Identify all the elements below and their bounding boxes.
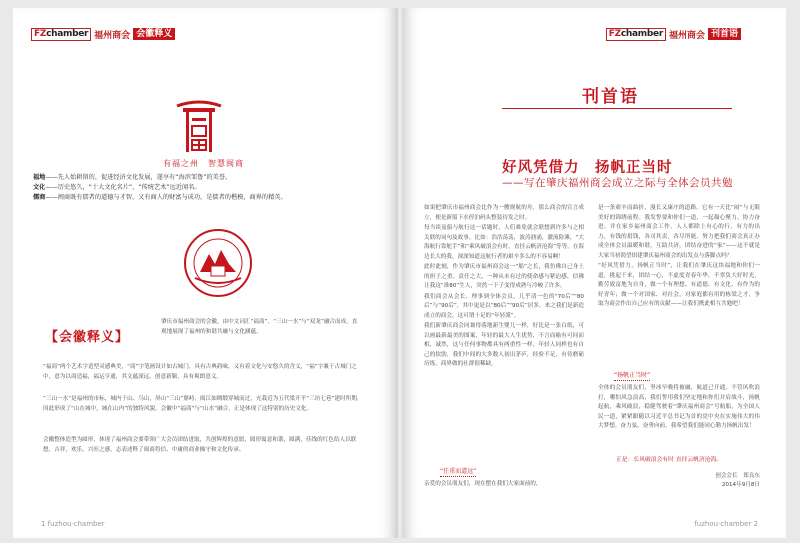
article-column-2 — [598, 204, 760, 311]
header-section: 刊首语 — [708, 28, 741, 40]
article-subhead: ——写在肇庆福州商会成立之际与全体会员共勉 — [502, 177, 733, 189]
left-footer: 1 fuzhou·chamber — [41, 520, 105, 528]
paragraph: 每当谈及船与航行这一话题时，人们难免就会联想到许多与之相关联的词句及故事。比如：浩浩荡荡，波涛汹涌，激流险滩，“大海航行靠舵手”和“乘风破浪会有时，直挂云帆济沧海”等等。在海边长大的我，深深知道这航行者的艰辛多么的不容易啊！ — [424, 225, 584, 260]
fu-calligraphy-logo-icon — [173, 96, 225, 158]
paragraph: 此时此刻，作为肇庆市福州商会这一“船”之长，我仿佛自己身上的担子之重、责任之大，一种从未有过的使命感与紧迫感，信佛让我这“准80”生人，突然一下子变得成熟与冷峻了许多。 — [424, 264, 584, 289]
paragraph: 我们商会从会长、理事到全体会员，几乎清一色的“70后”“80后”与“90后”，其中更是以“80后”“90后”居多，来之我们是新造成立的商会，这可谓十足的“年轻派”。 — [424, 293, 584, 319]
right-header — [606, 27, 741, 41]
right-page — [402, 8, 786, 538]
left-page — [13, 8, 398, 538]
header-org: 福州商会 — [668, 30, 705, 41]
definition-row: 儒商——闽商既有儒者的道德与才智，又有商人的财富与成功，是儒者的楷模，商界的精英。 — [33, 194, 287, 201]
closing-couplet: 正是：长风破浪会有时 直挂云帆济沧海。 — [616, 457, 723, 463]
paragraph: 是一条艰辛而曲折，漫长又康庄的道路。它有一天比“闹”与无限美好的锦绣前程。我发誓要和你们一道，一起凝心聚力，协力奋进。并在家乡福州商会工作，人人都除上有心的行，有力的出力，有钱的捐钱，各司其责，各尽所能。努力把我们商会真正办成全体会员温暖和谐，互助共济，团结奋进的“家”——这不就是大家当初渴望组建肇庆福州商会的出发点与落脚点吗？ — [598, 205, 760, 259]
paragraph: “好风凭借力，扬帆正当时”，让我们在肇庆这块福地和你们一道，挑起千来，团结一心，不虚度青春年华，不辜负大好时光，勤劳致富地为自身，做一个有理想、有道德、有文化、有作为的好青年；做一个对国家、对社会，对家庭都有用的栋梁之才，争取为商会作出自己应有的贡献——让我们携此相互共勉吧！ — [598, 263, 760, 307]
signature-name: 创会会长 郑良东 — [715, 473, 760, 479]
subsection-tag: “任重而道远” — [440, 468, 477, 475]
paragraph: “福商”两个艺术字造型灵感典美，“商”字笔画设计如古城门，具有古典韵味，又有着文化与安悠久的含义，“福”字襄于古城门之中，意为以商造福，福运亨通，其文蕴深远，创意新颖，具有爽朗意义。 — [43, 364, 357, 380]
paragraph: 全体的会员朋友们，坚冰早晚将被融，航道已开通，不管风吹浪打，哪怕风急浪高，我们誓用我们坚定地和你们并肩战斗，扬帆起航，乘风破浪，稳健驾驶着“肇庆福州商会”号航船，为全国人民一道，紧紧跟随以习近平总书记为首的党中央在实施伟大的伟大梦想。奋力弦，奋勇向前，我希望我们能同心勤力扬帆出发！ — [598, 385, 760, 429]
definition-row: 福地——先人始耕留的，促进经济文化发展，遂享有“海滨邹鲁”的美誉。 — [33, 174, 232, 181]
paragraph: 亲爱的会员朋友们，现在摆在我们大家面前的， — [424, 481, 542, 487]
signature-block — [662, 472, 760, 490]
logo-slogan: 有福之州 智慧闽商 — [163, 159, 244, 168]
brand-logo: FZchamber — [31, 28, 91, 41]
definition-list — [33, 173, 363, 203]
left-header — [31, 27, 175, 41]
paragraph: 我们新肇庆商会同兼得落地新生婴儿一样，好比是一张白纸，可以画最新最美的图案，年轻的最大人生优势，不言而喻有可同而相，诚然，这与任何事物都具有两重性一样，年轻人同样也有自己的软肋，我们中间的大多数人初出茅庐，经验不足，有待磨砺历练，商界做的社群很稀缺。 — [424, 323, 584, 367]
subsection-tag: “扬帆正当时” — [614, 372, 651, 379]
badge-section-title: 【会徽释义】 — [45, 330, 130, 345]
paragraph: 会徽整体造型为圆形，体现了福州商会要带领广大会员团结进取，共创辉煌的意愿，圆形寓意和谐，圆满，佳线的红色给人以联想，吉祥，欢乐，兴旺之感，志表述释了闽商将信、中庸的商业操守和文化传承。 — [43, 437, 357, 453]
brand-logo: FZchamber — [606, 28, 666, 41]
header-section: 会徽释义 — [133, 28, 175, 40]
title-divider — [502, 108, 732, 109]
badge-description: 肇庆市福州商会的会徽，由中文词汇“福商”、“三山一水”与“双龙”融合而成，直观地展现了福州的和谐共融与文化涵蕴。 — [161, 319, 358, 335]
article-headline: 好风凭借力 扬帆正当时 — [502, 160, 673, 176]
signature-date: 2014年9月8日 — [721, 482, 760, 488]
page-title: 刊首语 — [582, 87, 639, 107]
header-org: 福州商会 — [94, 30, 131, 41]
definition-row: 文化——历史悠久，“十大文化名片”、“传统艺术”远近闻名。 — [33, 184, 201, 191]
chamber-badge-icon — [183, 228, 253, 298]
right-footer: fuzhou·chamber 2 — [694, 520, 758, 528]
article-column-1 — [424, 204, 584, 371]
paragraph: 如果把肇庆市福州商会比作为一艘规航的舟，那么商会的宣言成立，便是新船下水停泊码头整装待发之时。 — [424, 205, 584, 221]
paragraph: “三山一水”是福州的市标，城内于山、乌山，屏山“三山”鼎峙，闽江如绸缎穿城而过，充栽近为五代梁开平“三坊七巷”建时所期，因此形成了“山在城中，城在山内”的独特风貌。会徽中“福商”与“山水”融合，正是体现了这特别的历史文化。 — [43, 396, 363, 412]
